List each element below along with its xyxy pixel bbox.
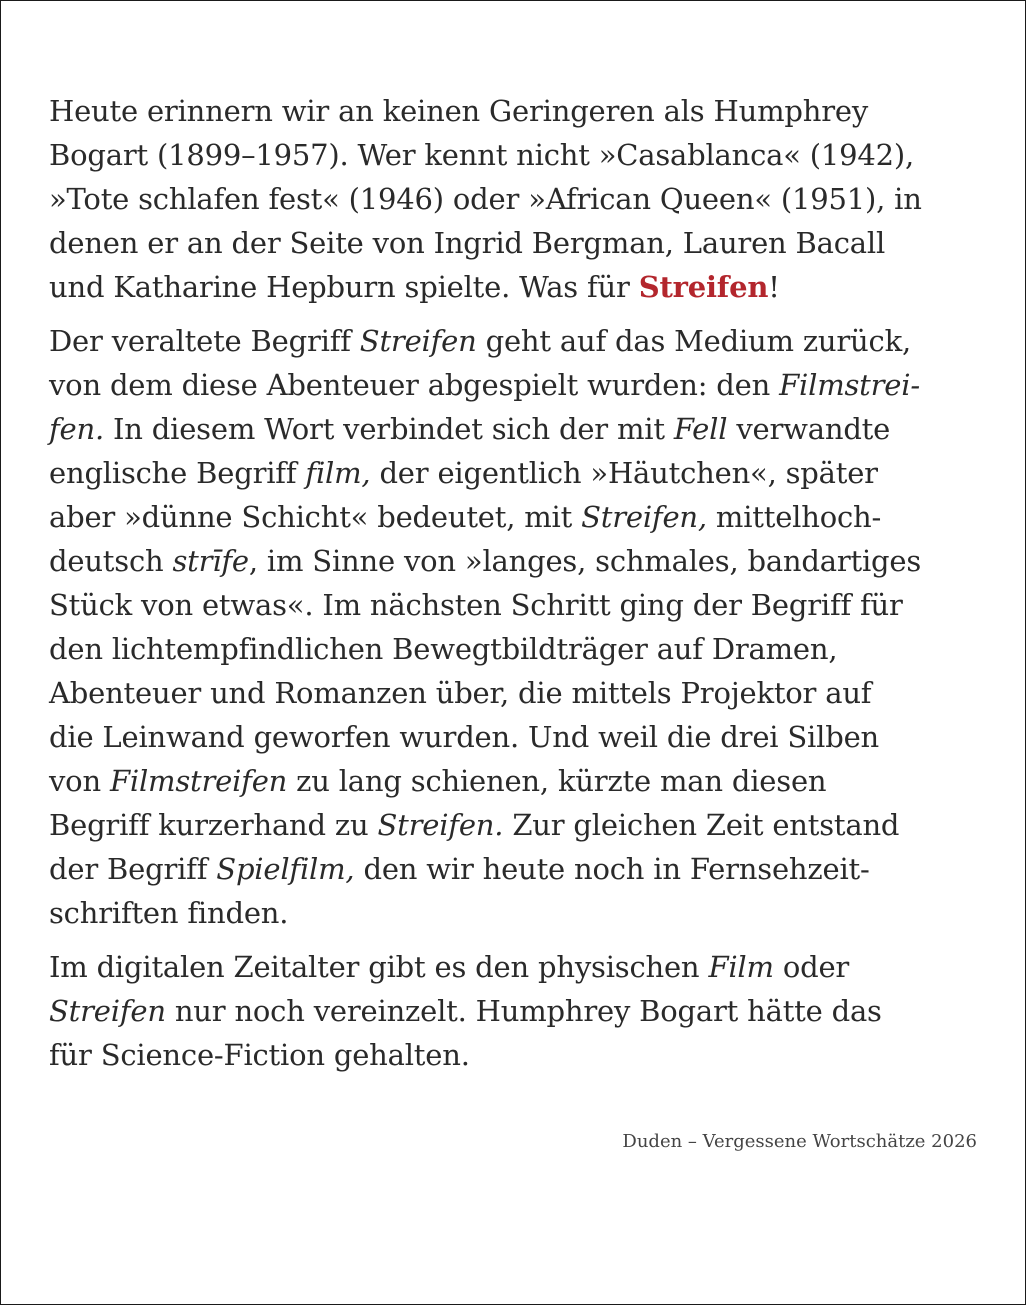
text-line	[49, 319, 1009, 363]
text-line	[49, 847, 1009, 891]
italic-term: Spielfilm,	[216, 852, 355, 886]
text-line	[49, 715, 1009, 759]
paragraph	[49, 89, 1009, 309]
text-segment: verwandte	[727, 412, 891, 446]
text-line	[49, 759, 1009, 803]
text-segment: der eigentlich »Häutchen«, später	[370, 456, 878, 490]
text-line	[49, 583, 1009, 627]
text-line	[49, 495, 1009, 539]
text-segment: und Katharine Hepburn spielte. Was für	[49, 270, 639, 304]
text-segment: von dem diese Abenteuer abgespielt wurden: den	[49, 368, 780, 402]
text-segment: englische Begriff	[49, 456, 306, 490]
italic-term: fen.	[49, 412, 104, 446]
italic-term: Filmstrei-	[779, 368, 920, 402]
text-line	[49, 627, 1009, 671]
text-line	[49, 89, 1009, 133]
italic-term: strīfe	[172, 544, 249, 578]
text-segment: der Begriff	[49, 852, 217, 886]
source-credit: Duden – Vergessene Wortschätze 2026	[622, 1131, 977, 1152]
paragraph	[49, 319, 1009, 935]
text-segment: Der veraltete Begriff	[49, 324, 360, 358]
text-line	[49, 451, 1009, 495]
italic-term: film,	[305, 456, 371, 490]
italic-term: Streifen.	[377, 808, 504, 842]
text-segment: oder	[773, 950, 850, 984]
text-segment: aber »dünne Schicht« bedeutet, mit	[49, 500, 582, 534]
text-line	[49, 671, 1009, 715]
text-segment: von	[49, 764, 110, 798]
text-line	[49, 133, 1009, 177]
text-segment: denen er an der Seite von Ingrid Bergman, Lauren Bacall	[49, 226, 886, 260]
text-line	[49, 221, 1009, 265]
text-segment: den lichtempfindlichen Bewegtbildträger auf Dramen,	[49, 632, 838, 666]
italic-term: Streifen	[359, 324, 477, 358]
text-segment: , im Sinne von »langes, schmales, bandartiges	[248, 544, 922, 578]
text-segment: für Science-Fiction gehalten.	[49, 1038, 470, 1072]
text-segment: !	[768, 270, 780, 304]
text-segment: Begriff kurzerhand zu	[49, 808, 378, 842]
text-segment: die Leinwand geworfen wurden. Und weil die drei Silben	[49, 720, 880, 754]
text-line	[49, 891, 1009, 935]
text-segment: zu lang schienen, kürzte man diesen	[287, 764, 827, 798]
italic-term: Film	[708, 950, 774, 984]
text-segment: nur noch vereinzelt. Humphrey Bogart hätte das	[165, 994, 882, 1028]
text-line	[49, 177, 1009, 221]
text-segment: geht auf das Medium zurück,	[476, 324, 911, 358]
italic-term: Fell	[673, 412, 728, 446]
paragraph	[49, 945, 1009, 1077]
text-segment: Zur gleichen Zeit entstand	[503, 808, 900, 842]
text-segment: schriften finden.	[49, 896, 289, 930]
italic-term: Streifen,	[581, 500, 707, 534]
article-text	[49, 89, 1009, 1087]
text-segment: Abenteuer und Romanzen über, die mittels Projektor auf	[49, 676, 872, 710]
text-line	[49, 1033, 1009, 1077]
text-segment: Stück von etwas«. Im nächsten Schritt ging der Begriff für	[49, 588, 903, 622]
text-line	[49, 407, 1009, 451]
text-line	[49, 989, 1009, 1033]
text-line	[49, 539, 1009, 583]
text-segment: Im digitalen Zeitalter gibt es den physischen	[49, 950, 709, 984]
text-line	[49, 363, 1009, 407]
highlighted-keyword: Streifen	[638, 270, 769, 304]
text-segment: mittelhoch-	[706, 500, 882, 534]
text-line	[49, 803, 1009, 847]
text-segment: In diesem Wort verbindet sich der mit	[104, 412, 674, 446]
italic-term: Filmstreifen	[109, 764, 288, 798]
text-line	[49, 945, 1009, 989]
text-segment: Heute erinnern wir an keinen Geringeren als Humphrey	[49, 94, 869, 128]
text-segment: den wir heute noch in Fernsehzeit-	[354, 852, 870, 886]
text-segment: »Tote schlafen fest« (1946) oder »African Queen« (1951), in	[49, 182, 922, 216]
text-segment: deutsch	[49, 544, 173, 578]
text-line	[49, 265, 1009, 309]
italic-term: Streifen	[49, 994, 166, 1028]
text-segment: Bogart (1899–1957). Wer kennt nicht »Casablanca« (1942),	[49, 138, 915, 172]
